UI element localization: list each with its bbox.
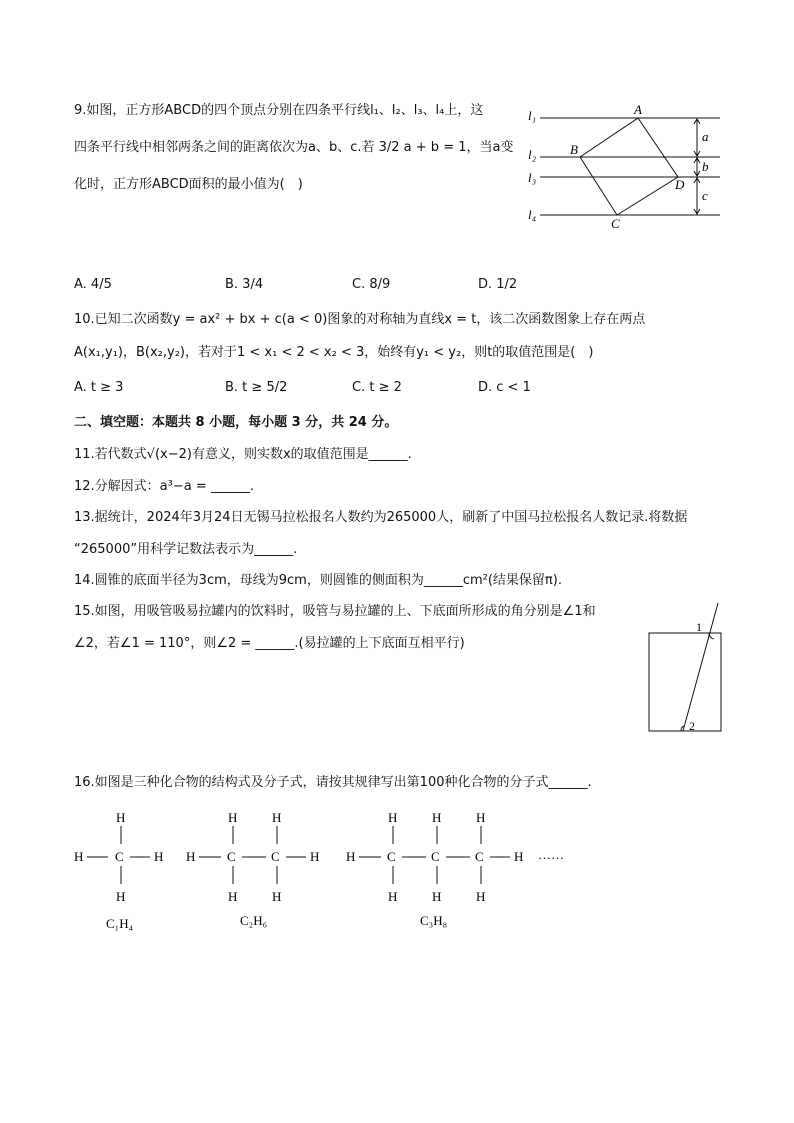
vertex-b: B xyxy=(570,142,578,157)
atom-h: H xyxy=(154,849,164,864)
atom-c: C xyxy=(475,849,484,864)
q9-option-b: B. 3/4 xyxy=(225,277,264,292)
atom-h: H xyxy=(514,849,524,864)
section-heading: 二、填空题：本题共 8 小题，每小题 3 分，共 24 分。 xyxy=(74,415,398,430)
q15-figure xyxy=(645,600,730,740)
q14: 14.圆锥的底面半径为3cm，母线为9cm，则圆锥的侧面积为______cm²(结果保留π). xyxy=(74,573,562,588)
angle-1-label: 1 xyxy=(696,620,702,634)
q12: 12.分解因式：a³−a = ______. xyxy=(74,479,255,494)
q13-line1: 13.据统计，2024年3月24日无锡马拉松报名人数约为265000人，刷新了中国马拉松报名人数记录.将数据 xyxy=(74,510,688,525)
dist-b: b xyxy=(702,159,709,174)
vertex-c: C xyxy=(611,216,620,230)
atom-h: H xyxy=(476,810,486,825)
q10-line1: 10.已知二次函数y = ax² + bx + c(a < 0)图象的对称轴为直线x = t，该二次函数图象上存在两点 xyxy=(74,312,646,327)
atom-c: C xyxy=(115,849,124,864)
atom-h: H xyxy=(228,810,238,825)
atom-c: C xyxy=(271,849,280,864)
label-l2: l₂ xyxy=(528,147,537,162)
atom-h: H xyxy=(228,889,238,904)
atom-h: H xyxy=(272,810,282,825)
q10-option-b: B. t ≥ 5/2 xyxy=(225,380,288,395)
dist-c: c xyxy=(702,188,708,203)
atom-h: H xyxy=(272,889,282,904)
atom-h: H xyxy=(116,889,126,904)
q10-option-a: A. t ≥ 3 xyxy=(74,380,124,395)
label-l4: l₄ xyxy=(528,207,537,222)
q10-line2: A(x₁,y₁)，B(x₂,y₂)，若对于1 < x₁ < 2 < x₂ < 3，始终有y₁ < y₂，则t的取值范围是( ) xyxy=(74,345,594,360)
atom-h: H xyxy=(346,849,356,864)
q10-option-c: C. t ≥ 2 xyxy=(352,380,402,395)
q13-line2: “265000”用科学记数法表示为______. xyxy=(74,542,298,557)
q10-option-d: D. c < 1 xyxy=(478,380,531,395)
compound-2 xyxy=(186,810,319,904)
compound-3 xyxy=(346,810,523,904)
formula-1: C₁H₄ xyxy=(106,916,134,931)
compound-1 xyxy=(74,810,163,904)
atom-h: H xyxy=(432,810,442,825)
q9-option-c: C. 8/9 xyxy=(352,277,391,292)
label-l1: l₁ xyxy=(528,108,537,123)
ellipsis: …… xyxy=(538,847,564,862)
formula-2: C₂H₆ xyxy=(240,913,268,928)
q9-line2: 四条平行线中相邻两条之间的距离依次为a、b、c.若 3/2 a + b = 1，当a变 xyxy=(74,140,514,155)
atom-c: C xyxy=(431,849,440,864)
atom-c: C xyxy=(387,849,396,864)
atom-h: H xyxy=(116,810,126,825)
vertex-a: A xyxy=(634,102,642,117)
atom-h: H xyxy=(476,889,486,904)
q11: 11.若代数式√(x−2)有意义，则实数x的取值范围是______. xyxy=(74,447,412,462)
q9-line3: 化时，正方形ABCD面积的最小值为( ) xyxy=(74,177,303,192)
atom-h: H xyxy=(432,889,442,904)
q9-option-d: D. 1/2 xyxy=(478,277,518,292)
atom-h: H xyxy=(74,849,84,864)
vertex-d: D xyxy=(675,177,685,192)
q16-line: 16.如图是三种化合物的结构式及分子式，请按其规律写出第100种化合物的分子式______. xyxy=(74,775,592,790)
label-l3: l₃ xyxy=(528,170,537,185)
atom-c: C xyxy=(227,849,236,864)
angle-2-label: 2 xyxy=(689,719,695,733)
q16-figure xyxy=(70,802,590,937)
atom-h: H xyxy=(388,810,398,825)
q15-line1: 15.如图，用吸管吸易拉罐内的饮料时，吸管与易拉罐的上、下底面所形成的角分别是∠1和 xyxy=(74,604,596,619)
atom-h: H xyxy=(186,849,196,864)
q9-figure xyxy=(525,100,725,230)
q9-option-a: A. 4/5 xyxy=(74,277,112,292)
atom-h: H xyxy=(310,849,320,864)
q15-line2: ∠2，若∠1 = 110°，则∠2 = ______.(易拉罐的上下底面互相平行) xyxy=(74,636,465,651)
dist-a: a xyxy=(702,129,709,144)
formula-3: C₃H₈ xyxy=(420,913,448,928)
q9-line1: 9.如图，正方形ABCD的四个顶点分别在四条平行线l₁、l₂、l₃、l₄上，这 xyxy=(74,103,484,118)
atom-h: H xyxy=(388,889,398,904)
